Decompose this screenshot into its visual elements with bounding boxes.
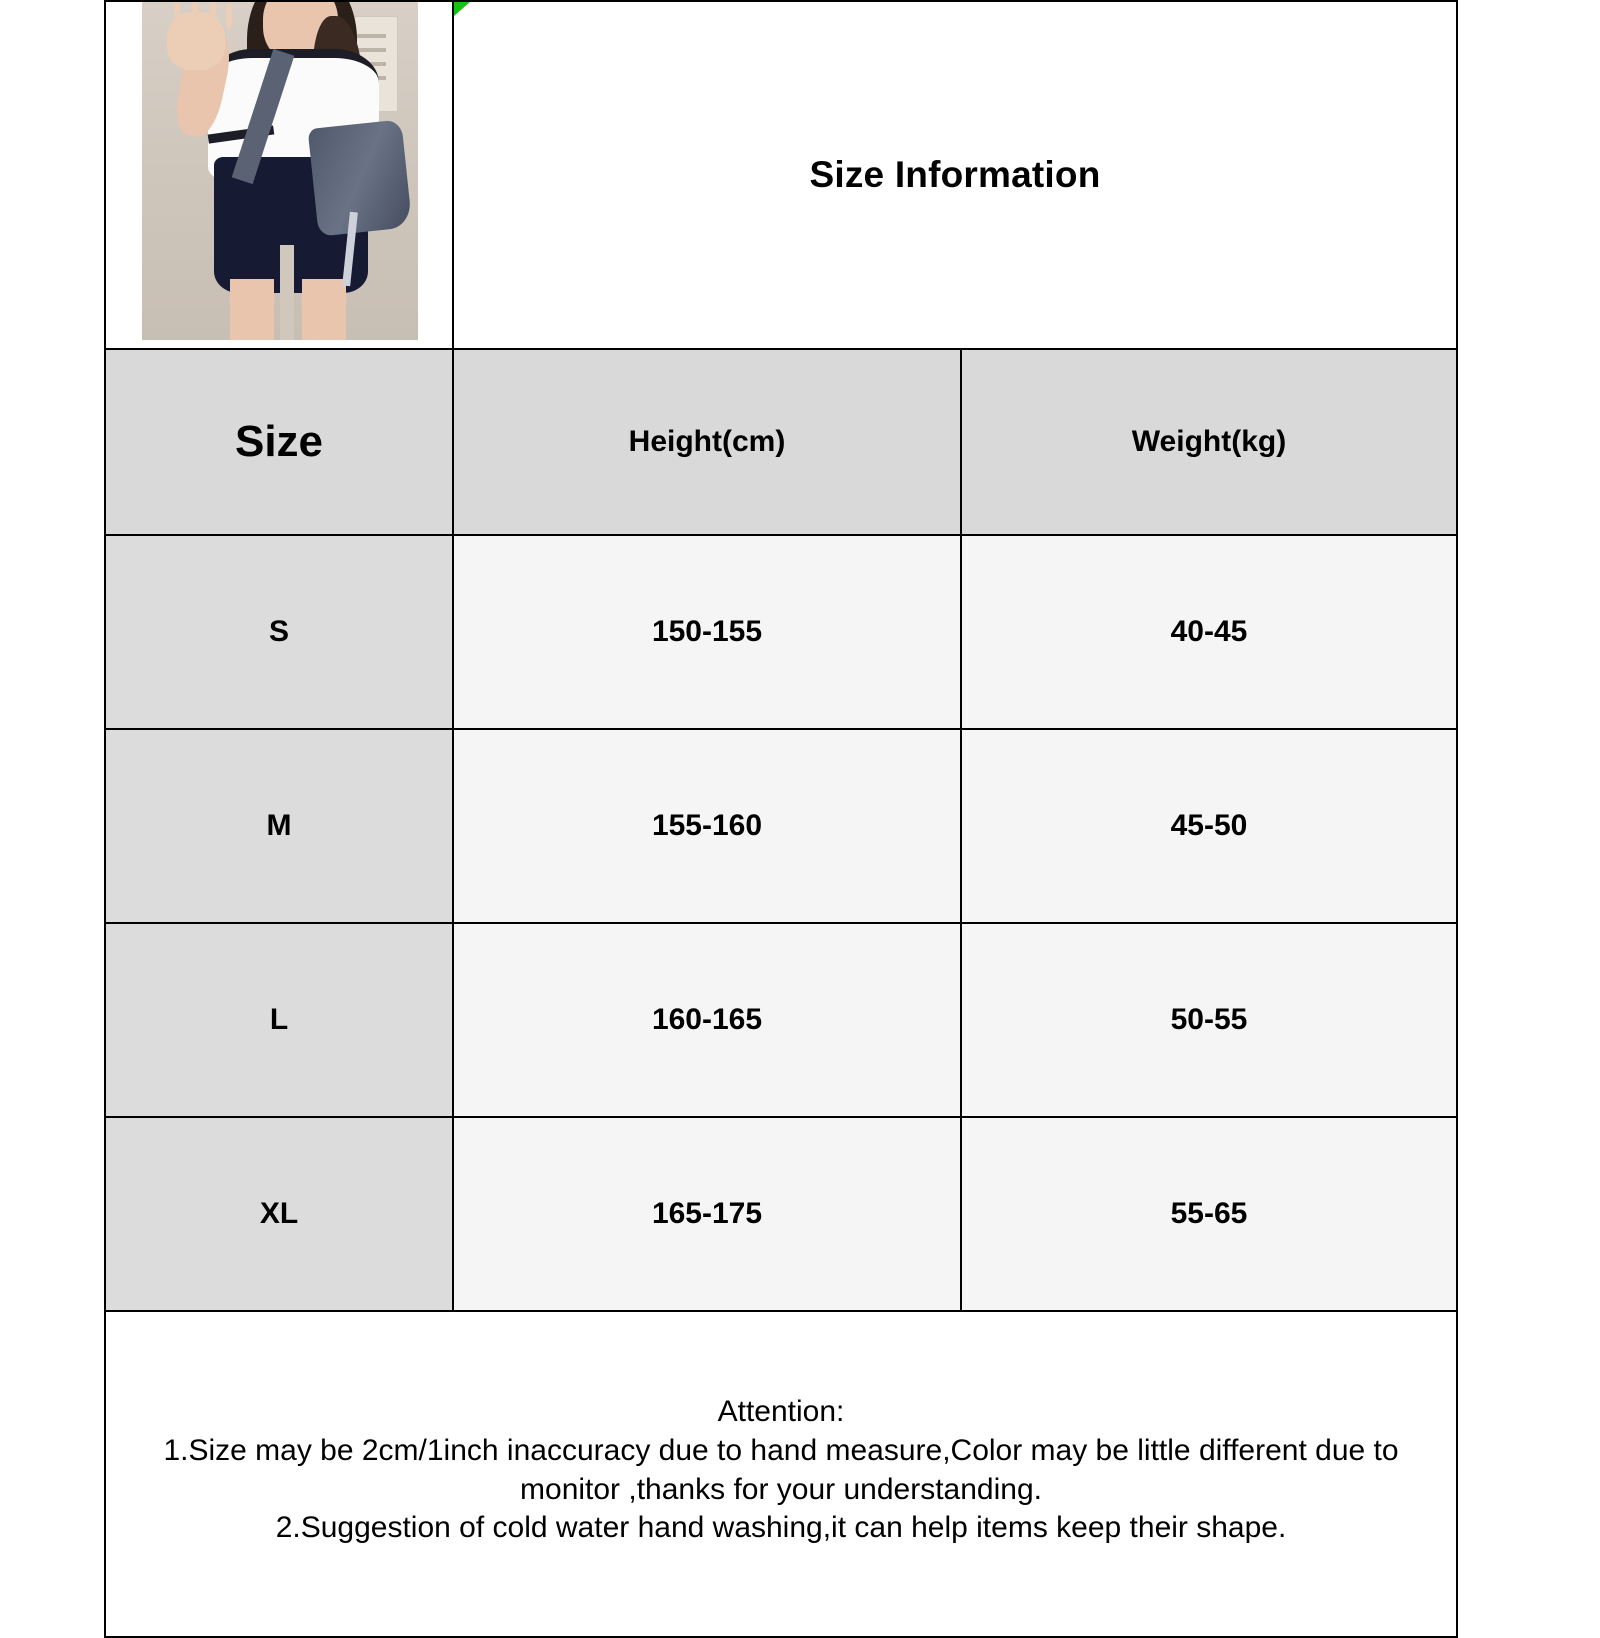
cell-size: XL xyxy=(105,1117,453,1311)
green-corner-marker-icon xyxy=(454,2,470,16)
size-information-table xyxy=(104,0,1458,1638)
title-cell xyxy=(453,1,1457,349)
product-photo-illustration xyxy=(142,2,418,340)
table-row xyxy=(105,1117,1457,1311)
table-column-header-row xyxy=(105,349,1457,535)
cell-size: M xyxy=(105,729,453,923)
cell-height: 165-175 xyxy=(453,1117,961,1311)
attention-line-1: 1.Size may be 2cm/1inch inaccuracy due to hand measure,Color may be little different due to monitor ,thanks for your understanding. xyxy=(163,1434,1399,1506)
cell-size: S xyxy=(105,535,453,729)
page-title: Size Information xyxy=(809,154,1101,195)
column-header-height: Height(cm) xyxy=(453,349,961,535)
model-right-leg xyxy=(302,279,346,340)
attention-row xyxy=(105,1311,1457,1637)
model-left-leg xyxy=(230,279,274,340)
cell-weight: 45-50 xyxy=(961,729,1457,923)
cell-size: L xyxy=(105,923,453,1117)
table-row xyxy=(105,535,1457,729)
cell-height: 150-155 xyxy=(453,535,961,729)
cell-weight: 40-45 xyxy=(961,535,1457,729)
table-row xyxy=(105,729,1457,923)
model-hand xyxy=(167,12,225,69)
model-shorts-split xyxy=(280,245,294,340)
attention-title: Attention: xyxy=(717,1394,845,1428)
attention-line-2: 2.Suggestion of cold water hand washing,it can help items keep their shape. xyxy=(275,1510,1287,1544)
shoulder-bag xyxy=(308,119,413,236)
cell-weight: 50-55 xyxy=(961,923,1457,1117)
table-header-top-row xyxy=(105,1,1457,349)
column-header-size: Size xyxy=(105,349,453,535)
product-photo-cell xyxy=(105,1,453,349)
attention-cell xyxy=(105,1311,1457,1637)
product-photo xyxy=(142,2,418,340)
column-header-weight: Weight(kg) xyxy=(961,349,1457,535)
table-row xyxy=(105,923,1457,1117)
cell-height: 160-165 xyxy=(453,923,961,1117)
cell-weight: 55-65 xyxy=(961,1117,1457,1311)
cell-height: 155-160 xyxy=(453,729,961,923)
